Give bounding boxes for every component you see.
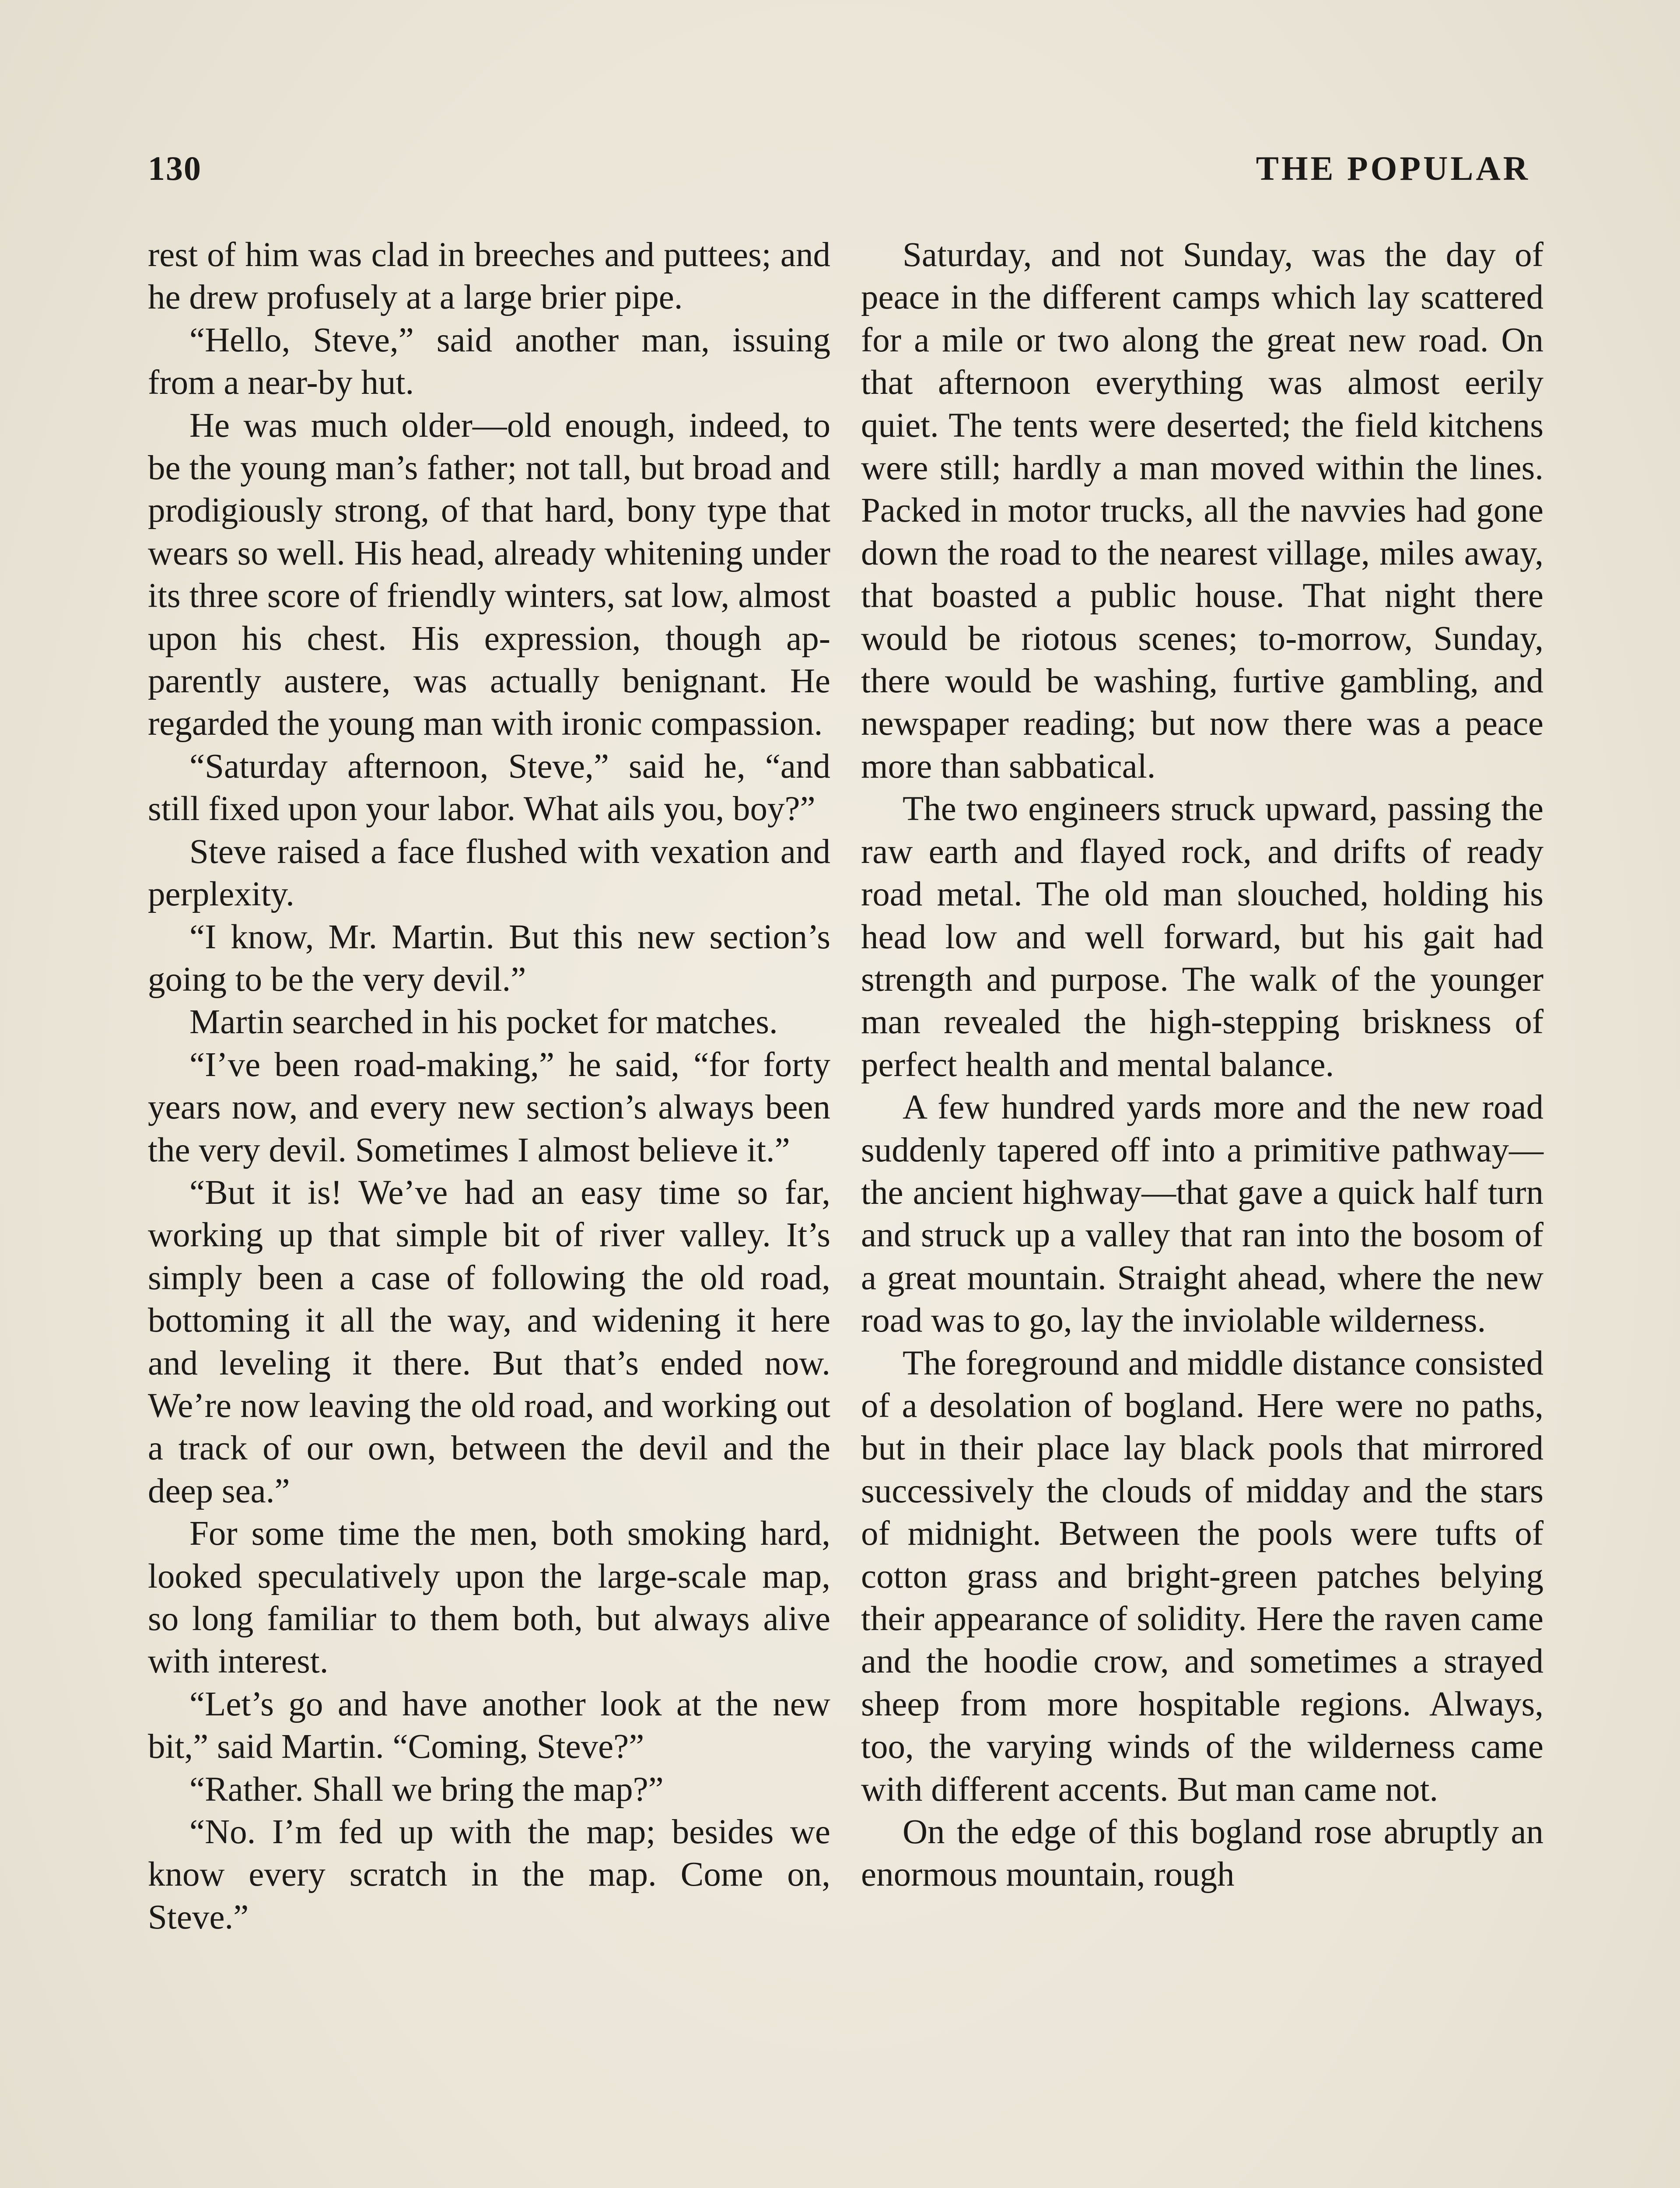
page-header bbox=[148, 149, 1530, 197]
paragraph: “Let’s go and have another look at the new bit,” said Martin. “Coming, Steve?” bbox=[148, 1685, 830, 1766]
paragraph: He was much older—old enough, indeed, to be the young man’s father; not tall, but broad and prodigiously strong, of that hard, bony type that wears so well. His head, already whitening under its three score of friendly winters, sat low, almost upon his chest. His expression, though apparently austere, was actually benignant. He regarded the young man with ironic compassion. bbox=[148, 406, 830, 743]
paragraph: The two engineers struck upward, passing the raw earth and flayed rock, and drifts of ready road metal. The old man slouched, holding his head low and well forward, but his gait had strength and purpose. The walk of the younger man revealed the high-stepping briskness of perfect health and mental balance. bbox=[861, 790, 1544, 1084]
paragraph: “I’ve been road-making,” he said, “for forty years now, and every new section’s always been the very devil. Sometimes I almost believe it.” bbox=[148, 1045, 830, 1169]
paragraph: “Saturday afternoon, Steve,” said he, “and still fixed upon your labor. What ails you, boy?” bbox=[148, 747, 830, 828]
paragraph: “No. I’m fed up with the map; besides we know every scratch in the map. Come on, Steve.” bbox=[148, 1813, 830, 1936]
paragraph: “Hello, Steve,” said another man, issuing from a near-by hut. bbox=[148, 321, 830, 402]
paragraph: Saturday, and not Sunday, was the day of peace in the different camps which lay scattered for a mile or two along the great new road. On that afternoon everything was almost eerily quiet. The tents were deserted; the field kitchens were still; hardly a man moved within the lines. Packed in motor trucks, all the navvies had gone down the road to the nearest village, miles away, that boasted a public house. That night there would be riotous scenes; to-morrow, Sunday, there would be washing, furtive gambling, and newspaper reading; but now there was a peace more than sabbatical. bbox=[861, 236, 1544, 785]
right-column bbox=[861, 234, 1544, 1896]
paragraph: Steve raised a face flushed with vexation and perplexity. bbox=[148, 832, 830, 914]
paragraph: rest of him was clad in breeches and puttees; and he drew profusely at a large brier pipe. bbox=[148, 236, 830, 317]
paragraph: The foreground and middle distance consisted of a desolation of bogland. Here were no paths, but in their place lay black pools that mirrored successively the clouds of midday and the stars of midnight. Between the pools were tufts of cotton grass and bright-green patches belying their appearance of solidity. Here the raven came and the hoodie crow, and sometimes a strayed sheep from more hospitable regions. Always, too, the varying winds of the wilderness came with different accents. But man came not. bbox=[861, 1344, 1544, 1809]
running-head: THE POPULAR bbox=[1256, 149, 1530, 187]
paragraph: Martin searched in his pocket for matches. bbox=[189, 1003, 778, 1041]
page-number: 130 bbox=[148, 149, 202, 187]
paragraph: A few hundred yards more and the new road suddenly tapered off into a primitive pathway—the ancient highway—that gave a quick half turn and struck up a valley that ran into the bosom of a great mountain. Straight ahead, where the new road was to go, lay the inviolable wilderness. bbox=[861, 1088, 1544, 1340]
paragraph: On the edge of this bogland rose abruptly an enormous mountain, rough bbox=[861, 1813, 1544, 1894]
paragraph: “I know, Mr. Martin. But this new section’s going to be the very devil.” bbox=[148, 918, 830, 999]
paragraph: “Rather. Shall we bring the map?” bbox=[189, 1770, 664, 1809]
paragraph: For some time the men, both smoking hard, looked speculatively upon the large-scale map, so long familiar to them both, but always alive with interest. bbox=[148, 1515, 830, 1681]
left-column bbox=[148, 234, 830, 1939]
paragraph: “But it is! We’ve had an easy time so far, working up that simple bit of river valley. It’s simply been a case of following the old road, bottoming it all the way, and widening it here and leveling it there. But that’s ended now. We’re now leaving the old road, and working out a track of our own, between the devil and the deep sea.” bbox=[148, 1173, 830, 1510]
